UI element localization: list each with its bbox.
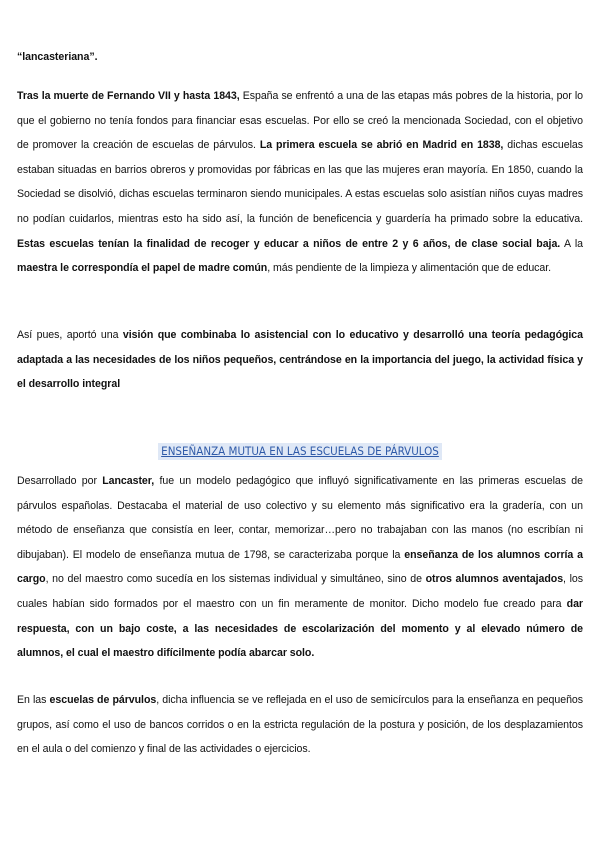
section-heading: ENSEÑANZA MUTUA EN LAS ESCUELAS DE PÁRVULOS [158,443,442,460]
paragraph-parvulos: En las escuelas de párvulos, dicha influencia se ve reflejada en el uso de semicírculos para la enseñanza en pequeños grupos, así como el uso de bancos corridos o en la estricta regulación de la postura y posición, de los desplazamientos en el aula o del comienzo y final de las actividades o ejercicios. [17,694,584,756]
paragraph-conclusion: Así pues, aportó una visión que combinaba lo asistencial con lo educativo y desarrolló una teoría pedagógica adaptada a las necesidades de los niños pequeños, centrándose en la importancia del juego, la actividad física y el desarrollo integral [17,329,583,391]
section-heading-wrapper [0,442,600,460]
paragraph-intro-fragment: “lancasteriana”. [17,51,98,63]
paragraph-historia: Tras la muerte de Fernando VII y hasta 1843, España se enfrentó a una de las etapas más pobres de la historia, por lo que el gobierno no tenía fondos para financiar esas escuelas. Por ello se creó la mencionada Sociedad, con el objetivo de promover la creación de escuelas de párvulos. La primera escuela se abrió en Madrid en 1838, dichas escuelas estaban situadas en barrios obreros y promovidas por fábricas en las que las mujeres eran mayoría. En 1850, cuando la Sociedad se disolvió, dichas escuelas terminaron siendo municipales. A estas escuelas solo asistían niños cuyas madres no podían cuidarlos, mientras esto ha sido así, la función de beneficencia y guardería ha primado sobre la educativa. Estas escuelas tenían la finalidad de recoger y educar a niños de entre 2 y 6 años, de clase social baja. A la maestra le correspondía el papel de madre común, más pendiente de la limpieza y alimentación que de educar. [17,90,583,275]
paragraph-lancaster: Desarrollado por Lancaster, fue un modelo pedagógico que influyó significativamente en las primeras escuelas de párvulos españolas. Destacaba el material de uso colectivo y su elemento más significativo era la gradería, con un método de enseñanza que consistía en leer, contar, memorizar…pero no trabajaban con las manos (no escribían ni dibujaban). El modelo de enseñanza mutua de 1798, se caracterizaba porque la enseñanza de los alumnos corría a cargo, no del maestro como sucedía en los sistemas individual y simultáneo, sino de otros alumnos aventajados, los cuales habían sido formados por el maestro con un fin meramente de monitor. Dicho modelo fue creado para dar respuesta, con un bajo coste, a las necesidades de escolarización del momento y al elevado número de alumnos, el cual el maestro difícilmente podía abarcar solo. [17,475,583,660]
